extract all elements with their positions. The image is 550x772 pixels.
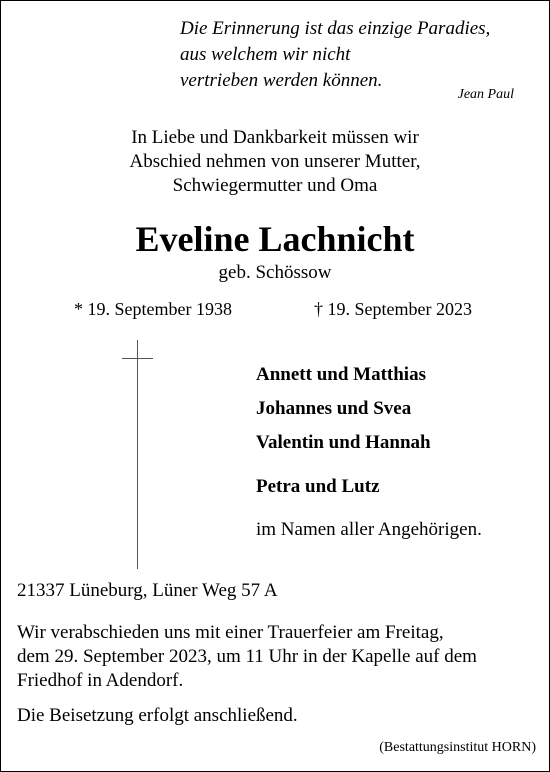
cross-icon-bar: [122, 358, 153, 359]
mourner-name: Petra und Lutz: [256, 476, 380, 497]
deceased-name: Eveline Lachnicht: [135, 219, 415, 259]
funeral-home: (Bestattungsinstitut HORN): [379, 740, 536, 755]
mourner-name: Annett und Matthias: [256, 364, 426, 385]
quote-line: Die Erinnerung ist das einzige Paradies,: [180, 18, 491, 39]
intro-line: Schwiegermutter und Oma: [172, 175, 378, 196]
mourner-name: Valentin und Hannah: [256, 432, 431, 453]
quote-line: vertrieben werden können.: [180, 70, 383, 91]
burial-info: Die Beisetzung erfolgt anschließend.: [17, 705, 298, 726]
quote: [180, 16, 540, 94]
death-date: † 19. September 2023: [314, 299, 472, 319]
intro-text: [0, 126, 550, 198]
mourner-name: Johannes und Svea: [256, 398, 412, 419]
service-line: Friedhof in Adendorf.: [17, 670, 184, 691]
quote-author: Jean Paul: [457, 87, 514, 102]
intro-line: In Liebe und Dankbarkeit müssen wir: [131, 127, 419, 148]
address: 21337 Lüneburg, Lüner Weg 57 A: [17, 580, 278, 601]
intro-line: Abschied nehmen von unserer Mutter,: [129, 151, 421, 172]
quote-line: aus welchem wir nicht: [180, 44, 351, 65]
mourners-footer: im Namen aller Angehörigen.: [256, 519, 482, 540]
cross-icon: [137, 340, 138, 569]
service-info: [17, 621, 537, 693]
maiden-name: geb. Schössow: [218, 262, 332, 283]
birth-date: * 19. September 1938: [74, 299, 232, 319]
service-line: Wir verabschieden uns mit einer Trauerfeier am Freitag,: [17, 622, 444, 643]
service-line: dem 29. September 2023, um 11 Uhr in der Kapelle auf dem: [17, 646, 477, 667]
